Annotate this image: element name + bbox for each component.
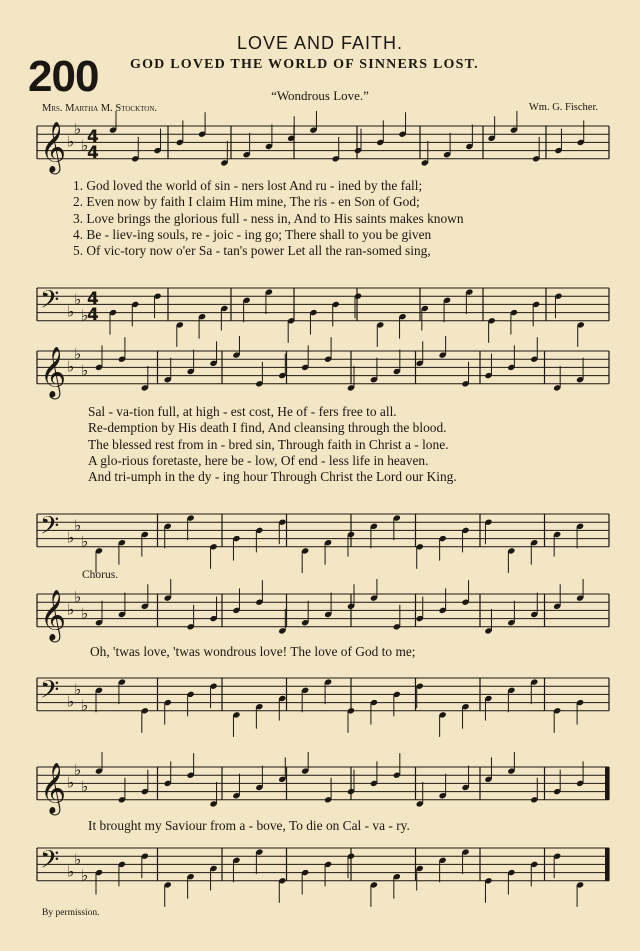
bass-clef-icon: 𝄢: [40, 285, 60, 321]
verse-line-1: Sal - va-tion full, at high - est cost, He of - fers free to all.: [88, 404, 397, 419]
treble-clef-icon: 𝄞: [40, 121, 67, 173]
flat-icon: ♭: [74, 588, 82, 607]
flat-icon: ♭: [74, 290, 82, 309]
flat-icon: ♭: [67, 528, 75, 547]
chorus-line-1: Oh, 'twas love, 'twas wondrous love! The love of God to me;: [90, 644, 416, 659]
verse-line-2: 2. Even now by faith I claim Him mine, The ris - en Son of God;: [73, 194, 420, 210]
time-signature-digit: 4: [87, 126, 99, 147]
treble-staff: [37, 336, 609, 399]
flat-icon: ♭: [81, 777, 89, 796]
hymn-number: 200: [28, 52, 99, 101]
bass-clef-icon: 𝄢: [40, 675, 60, 711]
verse-line-3: 3. Love brings the glorious full - ness in, And to His saints makes known: [73, 210, 464, 226]
verse-line-4: 4. Be - liev-ing souls, re - joic - ing go; There shall to you be given: [73, 226, 432, 242]
flat-icon: ♭: [81, 306, 89, 325]
bass-staff: [37, 846, 609, 907]
final-barline: [605, 848, 609, 881]
flat-icon: ♭: [81, 361, 89, 380]
bass-clef-icon: 𝄢: [40, 511, 60, 547]
flat-icon: ♭: [67, 132, 75, 151]
composer-credit: Wm. G. Fischer.: [528, 102, 598, 113]
flat-icon: ♭: [74, 680, 82, 699]
time-signature-digit: 4: [87, 288, 99, 309]
verse-line-1: 1. God loved the world of sin - ners lost And ru - ined by the fall;: [73, 178, 423, 193]
treble-staff: [37, 752, 609, 815]
flat-icon: ♭: [67, 862, 75, 881]
final-barline: [605, 767, 609, 800]
bass-staff: [37, 512, 609, 573]
verse-line-3: The blessed rest from in - bred sin, Through faith in Christ a - lone.: [88, 436, 449, 452]
treble-staff: [37, 579, 609, 642]
flat-icon: ♭: [67, 357, 75, 376]
flat-icon: ♭: [67, 302, 75, 321]
time-signature-digit: 4: [87, 305, 99, 326]
chorus-label: Chorus.: [82, 569, 119, 581]
bass-clef-icon: 𝄢: [40, 845, 60, 881]
tune-name: “Wondrous Love.”: [271, 88, 369, 103]
flat-icon: ♭: [81, 696, 89, 715]
treble-staff: [37, 111, 609, 174]
flat-icon: ♭: [81, 866, 89, 885]
verse-line-5: And tri-umph in the dy - ing hour Through Christ the Lord our King.: [88, 469, 457, 485]
hymn-subtitle: GOD LOVED THE WORLD OF SINNERS LOST.: [130, 57, 479, 72]
hymn-title: LOVE AND FAITH.: [236, 33, 404, 53]
flat-icon: ♭: [67, 600, 75, 619]
flat-icon: ♭: [74, 516, 82, 535]
flat-icon: ♭: [74, 345, 82, 364]
flat-icon: ♭: [81, 532, 89, 551]
verse-block-b: [88, 404, 457, 485]
chorus-line-2: It brought my Saviour from a - bove, To die on Cal - va - ry.: [88, 818, 410, 833]
treble-clef-icon: 𝄞: [40, 762, 67, 814]
flat-icon: ♭: [67, 692, 75, 711]
treble-clef-icon: 𝄞: [40, 589, 67, 641]
music-system-3: [0, 579, 640, 744]
flat-icon: ♭: [74, 120, 82, 139]
verse-line-5: 5. Of vic-tory now o'er Sa - tan's power Let all the ran-somed sing,: [73, 243, 431, 259]
time-signature-digit: 4: [87, 143, 99, 164]
flat-icon: ♭: [74, 761, 82, 780]
verse-block-a: [73, 178, 464, 259]
flat-icon: ♭: [81, 604, 89, 623]
flat-icon: ♭: [67, 773, 75, 792]
treble-clef-icon: 𝄞: [40, 346, 67, 398]
footer-note: By permission.: [42, 908, 100, 918]
author-credit: Mrs. Martha M. Stockton.: [42, 103, 158, 114]
verse-line-4: A glo-rious foretaste, here be - low, Of end - less life in heaven.: [88, 452, 429, 468]
flat-icon: ♭: [74, 850, 82, 869]
verse-line-2: Re-demption by His death I find, And cleansing through the blood.: [88, 420, 447, 436]
bass-staff: [37, 676, 609, 737]
flat-icon: ♭: [81, 136, 89, 155]
